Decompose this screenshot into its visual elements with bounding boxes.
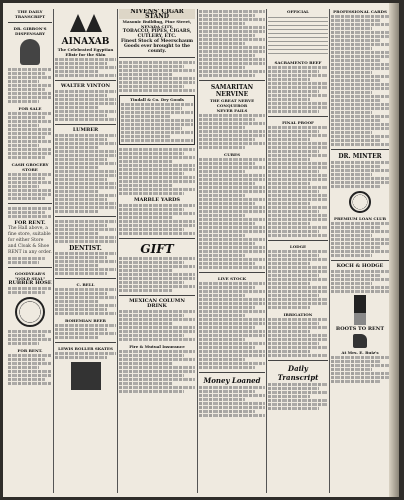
column-5 [268, 9, 328, 495]
hall-rent-text: The Hall above, a fine store, suitable for either Store and Cloak & Shoe RENT in any order. [8, 226, 52, 255]
nivens-subheading: Masonic Building, Pine Street, NEVADA CITY. [122, 19, 192, 29]
boot-illustration-icon [353, 334, 367, 348]
ainaxab-subtitle: The Celebrated Egyptian Elixir for the Skin [57, 47, 114, 57]
daily-transcript-heading: Daily Transcript [277, 364, 319, 382]
divider [8, 22, 52, 23]
tobacco-list: TOBACCO, PIPES, CIGARS, CUTLERY, ETC. [122, 29, 192, 39]
page-edge-shadow [389, 3, 399, 497]
boots-to-rent-heading: BOOTS TO RENT [335, 326, 385, 332]
dispensary-heading: DR. GIBBON'S DISPENSARY [13, 26, 47, 36]
gift-heading: GIFT [140, 242, 174, 256]
c-bell-heading: C. BELL [76, 282, 95, 287]
rubber-hose-heading: RUBBER HOSE [8, 280, 52, 286]
never-fails-text: NEVER FAILS [216, 108, 248, 113]
live-stock-heading: LIVE STOCK [217, 276, 247, 281]
column-3 [119, 9, 195, 495]
column-rule [329, 9, 330, 493]
ainaxab-title: AINAXAB [61, 37, 110, 47]
nivens-cigar-heading: NIVENS' CIGAR STAND [119, 9, 195, 19]
samaritan-nervine-heading: SAMARITAN NERVINE [210, 84, 254, 98]
fan-ornament-icon [66, 12, 106, 34]
dry-goods-heading: Tindall & Co. Dry Goods [130, 97, 184, 102]
lumber-heading: LUMBER [72, 127, 99, 133]
column-1 [8, 9, 52, 495]
professional-cards-heading: PROFESSIONAL CARDS [333, 9, 387, 14]
money-loaned-heading: Money Loaned [203, 376, 261, 385]
column-6 [331, 9, 389, 495]
skate-illustration-icon [71, 362, 101, 390]
irrigation-heading: IRRIGATION [283, 312, 313, 317]
for-rent-2-heading: FOR RENT. [17, 348, 43, 353]
column-rule [197, 9, 198, 493]
lodge-heading: LODGE [289, 244, 307, 249]
sacramento-heading: SACRAMENTO BEEF [274, 60, 322, 65]
ruiz-heading: At Mrs. E. Ruiz's [341, 350, 379, 355]
column-2 [55, 9, 116, 495]
meerschaum-stock: Finest Stock of Meerschaum Goods ever brought to the county. [120, 39, 194, 54]
cures-heading: CURES [224, 152, 240, 157]
dr-minter-heading: DR. MINTER [338, 153, 382, 160]
dry-goods-ad [119, 95, 195, 145]
mexican-heading: MEXICAN COLUMN DRINK [129, 298, 185, 309]
bohemian-beer-heading: BOHEMIAN BEER [64, 318, 107, 323]
newspaper-page [3, 3, 399, 497]
column-4 [199, 9, 265, 495]
roller-skates-heading: LEWIS ROLLER SKATES [58, 346, 113, 351]
dentist-heading: DENTIST. [69, 245, 102, 252]
column-rule [117, 9, 118, 493]
column-rule [266, 9, 267, 493]
for-rent-heading: FOR RENT. [14, 220, 46, 226]
seal-emblem-icon [15, 297, 45, 327]
masthead-text: THE DAILY TRANSCRIPT [14, 9, 46, 19]
goodyear-heading: GOODYEAR'S "GOLD SEAL" [14, 271, 46, 281]
price-table [268, 17, 328, 57]
portrait-medallion-icon [349, 191, 371, 213]
official-heading: OFFICIAL [286, 9, 309, 14]
insurance-heading: Fire & Mutual Insurance [129, 344, 185, 349]
marble-yards-heading: MARBLE YARDS [133, 197, 181, 203]
premium-loan-heading: PREMIUM LOAN CLUB [333, 216, 387, 221]
for-sale-heading: FOR SALE [18, 106, 42, 111]
column-rule [53, 9, 54, 493]
walter-vinton-heading: WALTER VINTON [60, 83, 111, 89]
portrait-engraving [20, 39, 40, 65]
koch-hodge-heading: KOCH & HODGE [336, 263, 384, 269]
cash-grocery-heading: CASH GROCERY STORE [11, 162, 49, 172]
brush-illustration-icon [354, 295, 366, 325]
nerve-conqueror-subheading: THE GREAT NERVE CONQUEROR [209, 98, 255, 108]
final-proof-heading: FINAL PROOF [282, 120, 314, 125]
